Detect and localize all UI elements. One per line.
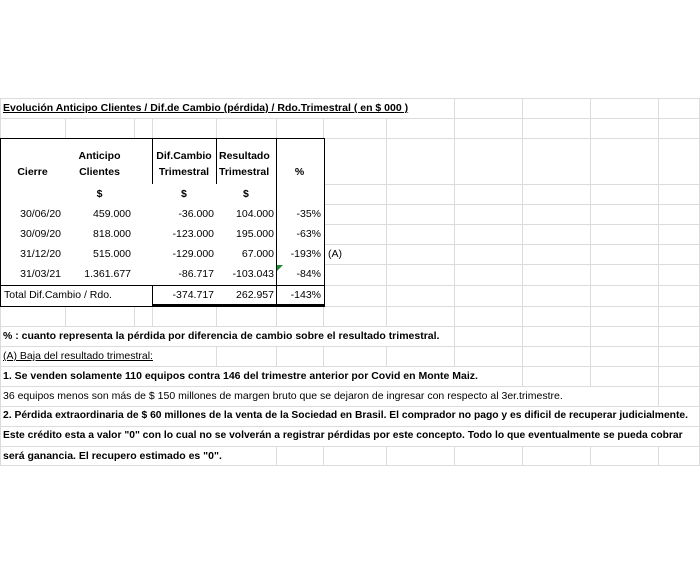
header-pct: % <box>294 166 305 178</box>
gridline <box>0 118 700 119</box>
note-marker: (A) <box>328 248 342 260</box>
spreadsheet <box>0 98 700 466</box>
resultado-cell: 104.000 <box>236 208 274 220</box>
note-line: será ganancia. El recupero estimado es "0". <box>3 450 222 462</box>
resultado-cell: -103.043 <box>232 268 274 280</box>
cierre-cell: 30/06/20 <box>20 208 61 220</box>
total-difcambio: -374.717 <box>172 289 214 301</box>
comment-indicator-icon[interactable] <box>277 265 283 271</box>
total-label: Total Dif.Cambio / Rdo. <box>4 289 112 301</box>
anticipo-cell: 1.361.677 <box>84 268 131 280</box>
note-a-heading: (A) Baja del resultado trimestral: <box>3 350 153 362</box>
note-line: Este crédito esta a valor "0" con lo cual no se volverán a registrar pérdidas por este concepto. Todo lo que eventualmente se pueda cobrar <box>3 430 683 441</box>
difcambio-cell: -36.000 <box>178 208 214 220</box>
note-line: 2. Pérdida extraordinaria de $ 60 millones de la venta de la Sociedad en Brasil. El comprador no pago y es dificil de recuperar judicialmente. <box>3 410 688 421</box>
cierre-cell: 31/03/21 <box>20 268 61 280</box>
header-anticipo: Clientes <box>79 166 120 178</box>
total-pct: -143% <box>290 289 321 301</box>
sheet-title: Evolución Anticipo Clientes / Dif.de Cambio (pérdida) / Rdo.Trimestral ( en $ 000 ) <box>3 102 409 114</box>
resultado-cell: 67.000 <box>241 248 274 260</box>
cierre-cell: 31/12/20 <box>20 248 61 260</box>
difcambio-cell: -86.717 <box>178 268 214 280</box>
anticipo-cell: 459.000 <box>93 208 131 220</box>
currency-label: $ <box>243 188 249 200</box>
currency-label: $ <box>181 188 187 200</box>
currency-label: $ <box>96 188 103 200</box>
anticipo-cell: 515.000 <box>93 248 131 260</box>
resultado-cell: 195.000 <box>236 228 274 240</box>
difcambio-cell: -129.000 <box>172 248 214 260</box>
difcambio-cell: -123.000 <box>172 228 214 240</box>
pct-cell: -63% <box>296 228 321 240</box>
header-difcambio: Trimestral <box>158 166 210 178</box>
cierre-cell: 30/09/20 <box>20 228 61 240</box>
pct-cell: -35% <box>296 208 321 220</box>
header-resultado: Resultado <box>219 150 270 162</box>
header-anticipo: Anticipo <box>78 150 121 162</box>
total-resultado: 262.957 <box>236 289 274 301</box>
pct-cell: -84% <box>296 268 321 280</box>
pct-note: % : cuanto representa la pérdida por diferencia de cambio sobre el resultado trimestral. <box>3 330 440 342</box>
header-resultado: Trimestral <box>219 166 270 178</box>
anticipo-cell: 818.000 <box>93 228 131 240</box>
note-line: 1. Se venden solamente 110 equipos contra 146 del trimestre anterior por Covid en Monte Maiz. <box>3 370 478 382</box>
header-difcambio: Dif.Cambio <box>156 150 212 162</box>
header-cierre: Cierre <box>17 166 48 178</box>
note-line: 36 equipos menos son más de $ 150 millones de margen bruto que se dejaron de ingresar con respecto al 3er.trimestre. <box>3 390 563 402</box>
pct-cell: -193% <box>290 248 321 260</box>
